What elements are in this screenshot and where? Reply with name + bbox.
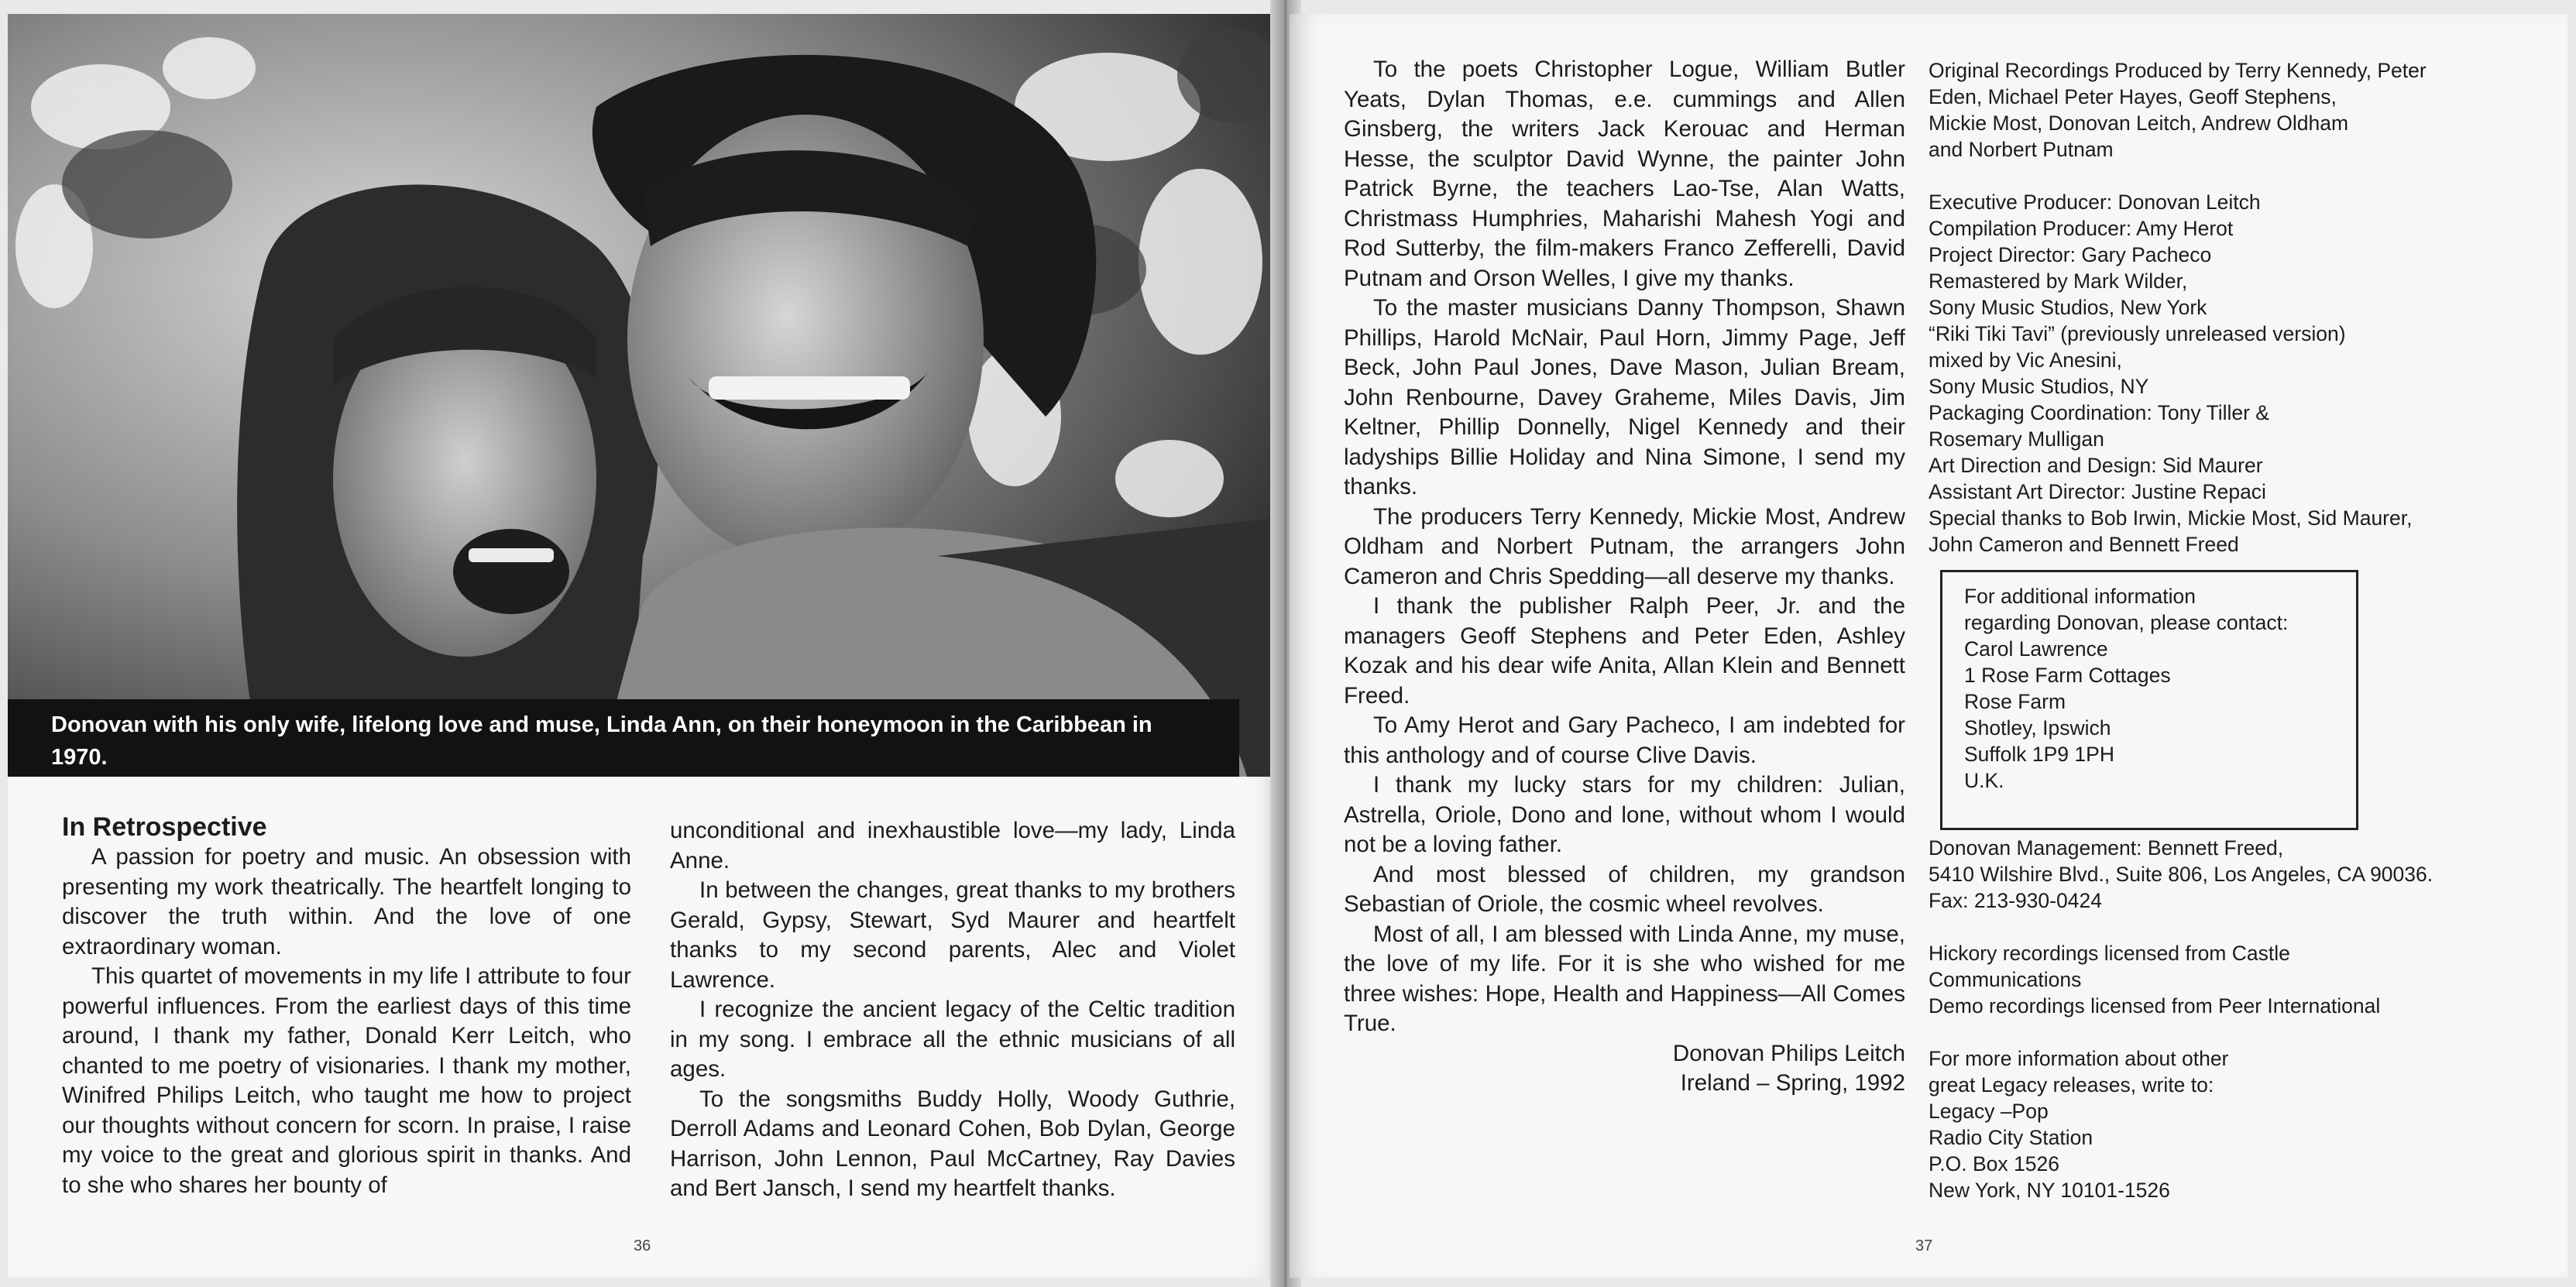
- paragraph: unconditional and inexhaustible love—my lady, Linda Anne.: [670, 818, 1235, 873]
- contact-line: Suffolk 1P9 1PH: [1964, 743, 2114, 766]
- contact-line: 1 Rose Farm Cottages: [1964, 664, 2171, 687]
- credit-line: Fax: 213-930-0424: [1929, 889, 2102, 912]
- credit-line: New York, NY 10101-1526: [1929, 1179, 2170, 1202]
- credit-line: Sony Music Studios, New York: [1929, 296, 2207, 319]
- credits-block-licensing: [1929, 940, 2548, 1019]
- page-number: 37: [1915, 1237, 1933, 1254]
- paragraph: To the songsmiths Buddy Holly, Woody Guthrie, Derroll Adams and Leonard Cohen, Bob Dylan, George Harrison, John Lennon, Paul McCartney, Ray Davies and Bert Jansch, I send my heartfelt thanks.: [670, 1086, 1235, 1201]
- credit-line: Rosemary Mulligan: [1929, 427, 2104, 451]
- credit-line: For more information about other: [1929, 1047, 2229, 1070]
- paragraph: I thank my lucky stars for my children: Julian, Astrella, Oriole, Dono and lone, without whom I would not be a loving father.: [1344, 772, 1905, 857]
- credit-line: Compilation Producer: Amy Herot: [1929, 217, 2234, 240]
- credits-lower: [1929, 835, 2548, 1230]
- credits-block-staff: [1929, 189, 2548, 558]
- paragraph: I recognize the ancient legacy of the Celtic tradition in my song. I embrace all the ethnic musicians of all ages.: [670, 997, 1235, 1082]
- paragraph: To the master musicians Danny Thompson, Shawn Phillips, Harold McNair, Paul Horn, Jimmy Page, Jeff Beck, John Paul Jones, Dave Mason, Julian Bream, John Renbourne, Davey Graheme, Miles Davis, Jim Keltner, Phillip Donnelly, Nigel Kennedy and their ladyships Billie Holiday and Nina Simone, I send my thanks.: [1344, 295, 1905, 499]
- credit-line: mixed by Vic Anesini,: [1929, 348, 2122, 372]
- credit-line: 5410 Wilshire Blvd., Suite 806, Los Angeles, CA 90036.: [1929, 863, 2433, 886]
- contact-box: [1940, 570, 2358, 830]
- credit-line: John Cameron and Bennett Freed: [1929, 533, 2239, 556]
- credit-line: Mickie Most, Donovan Leitch, Andrew Oldham: [1929, 112, 2349, 135]
- right-column-1: [1344, 55, 1905, 1099]
- contact-line: Carol Lawrence: [1964, 637, 2108, 661]
- paragraph: To the poets Christopher Logue, William Butler Yeats, Dylan Thomas, e.e. cummings and Allen Ginsberg, the writers Jack Kerouac and Herman Hesse, the sculptor David Wynne, the painter John Patrick Byrne, the teachers Lao-Tse, Alan Watts, Christmass Humphries, Maharishi Mahesh Yogi and Rod Sutterby, the film-makers Franco Zefferelli, David Putnam and Orson Welles, I give my thanks.: [1344, 57, 1905, 291]
- page-number: 36: [634, 1237, 651, 1254]
- contact-line: U.K.: [1964, 769, 2004, 792]
- paragraph: I thank the publisher Ralph Peer, Jr. and the managers Geoff Stephens and Peter Eden, Ashley Kozak and his dear wife Anita, Allan Klein and Bennett Freed.: [1344, 593, 1905, 709]
- credit-line: Remastered by Mark Wilder,: [1929, 269, 2188, 293]
- credits-block-legacy: [1929, 1045, 2548, 1203]
- honeymoon-photo: [8, 14, 1282, 777]
- paragraph: The producers Terry Kennedy, Mickie Most, Andrew Oldham and Norbert Putnam, the arrangers John Cameron and Chris Spedding—all deserve my thanks.: [1344, 503, 1905, 589]
- credits-block-producers: [1929, 57, 2548, 163]
- credit-line: “Riki Tiki Tavi” (previously unreleased version): [1929, 322, 2346, 345]
- credit-line: Communications: [1929, 968, 2082, 991]
- photo-caption: Donovan with his only wife, lifelong love and muse, Linda Ann, on their honeymoon in the Caribbean in 1970.: [8, 699, 1239, 777]
- credit-line: Hickory recordings licensed from Castle: [1929, 942, 2290, 965]
- credit-line: Packaging Coordination: Tony Tiller &: [1929, 401, 2269, 424]
- credit-line: Art Direction and Design: Sid Maurer: [1929, 454, 2263, 477]
- left-column-1: [62, 812, 631, 1200]
- paragraph: Most of all, I am blessed with Linda Anne, my muse, the love of my life. For it is she who wished for me three wishes: Hope, Health and Happiness—All Comes True.: [1344, 921, 1905, 1036]
- left-column-2: [670, 816, 1235, 1204]
- credit-line: Assistant Art Director: Justine Repaci: [1929, 480, 2266, 503]
- contact-line: For additional information: [1964, 585, 2196, 608]
- credit-line: Donovan Management: Bennett Freed,: [1929, 836, 2284, 860]
- contact-line: regarding Donovan, please contact:: [1964, 611, 2289, 634]
- signature-place-date: Ireland – Spring, 1992: [1680, 1070, 1905, 1096]
- credit-line: and Norbert Putnam: [1929, 138, 2114, 161]
- contact-line: Rose Farm: [1964, 690, 2066, 713]
- credit-line: P.O. Box 1526: [1929, 1152, 2059, 1175]
- paragraph: To Amy Herot and Gary Pacheco, I am indebted for this anthology and of course Clive Davis.: [1344, 712, 1905, 768]
- paragraph: And most blessed of children, my grandson Sebastian of Oriole, the cosmic wheel revolves.: [1344, 861, 1905, 917]
- paragraph: This quartet of movements in my life I attribute to four powerful influences. From the earliest days of this time around, I thank my father, Donald Kerr Leitch, who chanted to me poetry of visionaries. I thank my mother, Winifred Philips Leitch, who taught me how to project our thoughts without concern for scorn. In praise, I raise my voice to the great and glorious spirit in thanks. And to she who shares her bounty of: [62, 963, 631, 1198]
- credit-line: Special thanks to Bob Irwin, Mickie Most, Sid Maurer,: [1929, 506, 2413, 530]
- section-heading: In Retrospective: [62, 812, 267, 842]
- credits-block-management: [1929, 835, 2548, 914]
- credit-line: Project Director: Gary Pacheco: [1929, 243, 2212, 266]
- contact-line: Shotley, Ipswich: [1964, 716, 2111, 740]
- credits: [1929, 57, 2548, 584]
- credit-line: Original Recordings Produced by Terry Kennedy, Peter: [1929, 59, 2427, 82]
- credit-line: Legacy –Pop: [1929, 1100, 2049, 1123]
- credit-line: Executive Producer: Donovan Leitch: [1929, 190, 2261, 214]
- credit-line: Radio City Station: [1929, 1126, 2093, 1149]
- credit-line: Sony Music Studios, NY: [1929, 375, 2149, 398]
- left-page: [8, 14, 1282, 1278]
- signature-name: Donovan Philips Leitch: [1672, 1040, 1905, 1066]
- credit-line: Eden, Michael Peter Hayes, Geoff Stephens,: [1929, 85, 2337, 108]
- credit-line: great Legacy releases, write to:: [1929, 1073, 2214, 1097]
- paragraph: A passion for poetry and music. An obsession with presenting my work theatrically. The heartfelt longing to discover the truth within. And the love of one extraordinary woman.: [62, 844, 631, 959]
- paragraph: In between the changes, great thanks to my brothers Gerald, Gypsy, Stewart, Syd Maurer and heartfelt thanks to my second parents, Alec and Violet Lawrence.: [670, 877, 1235, 993]
- credit-line: Demo recordings licensed from Peer International: [1929, 994, 2381, 1018]
- right-page: [1290, 14, 2567, 1278]
